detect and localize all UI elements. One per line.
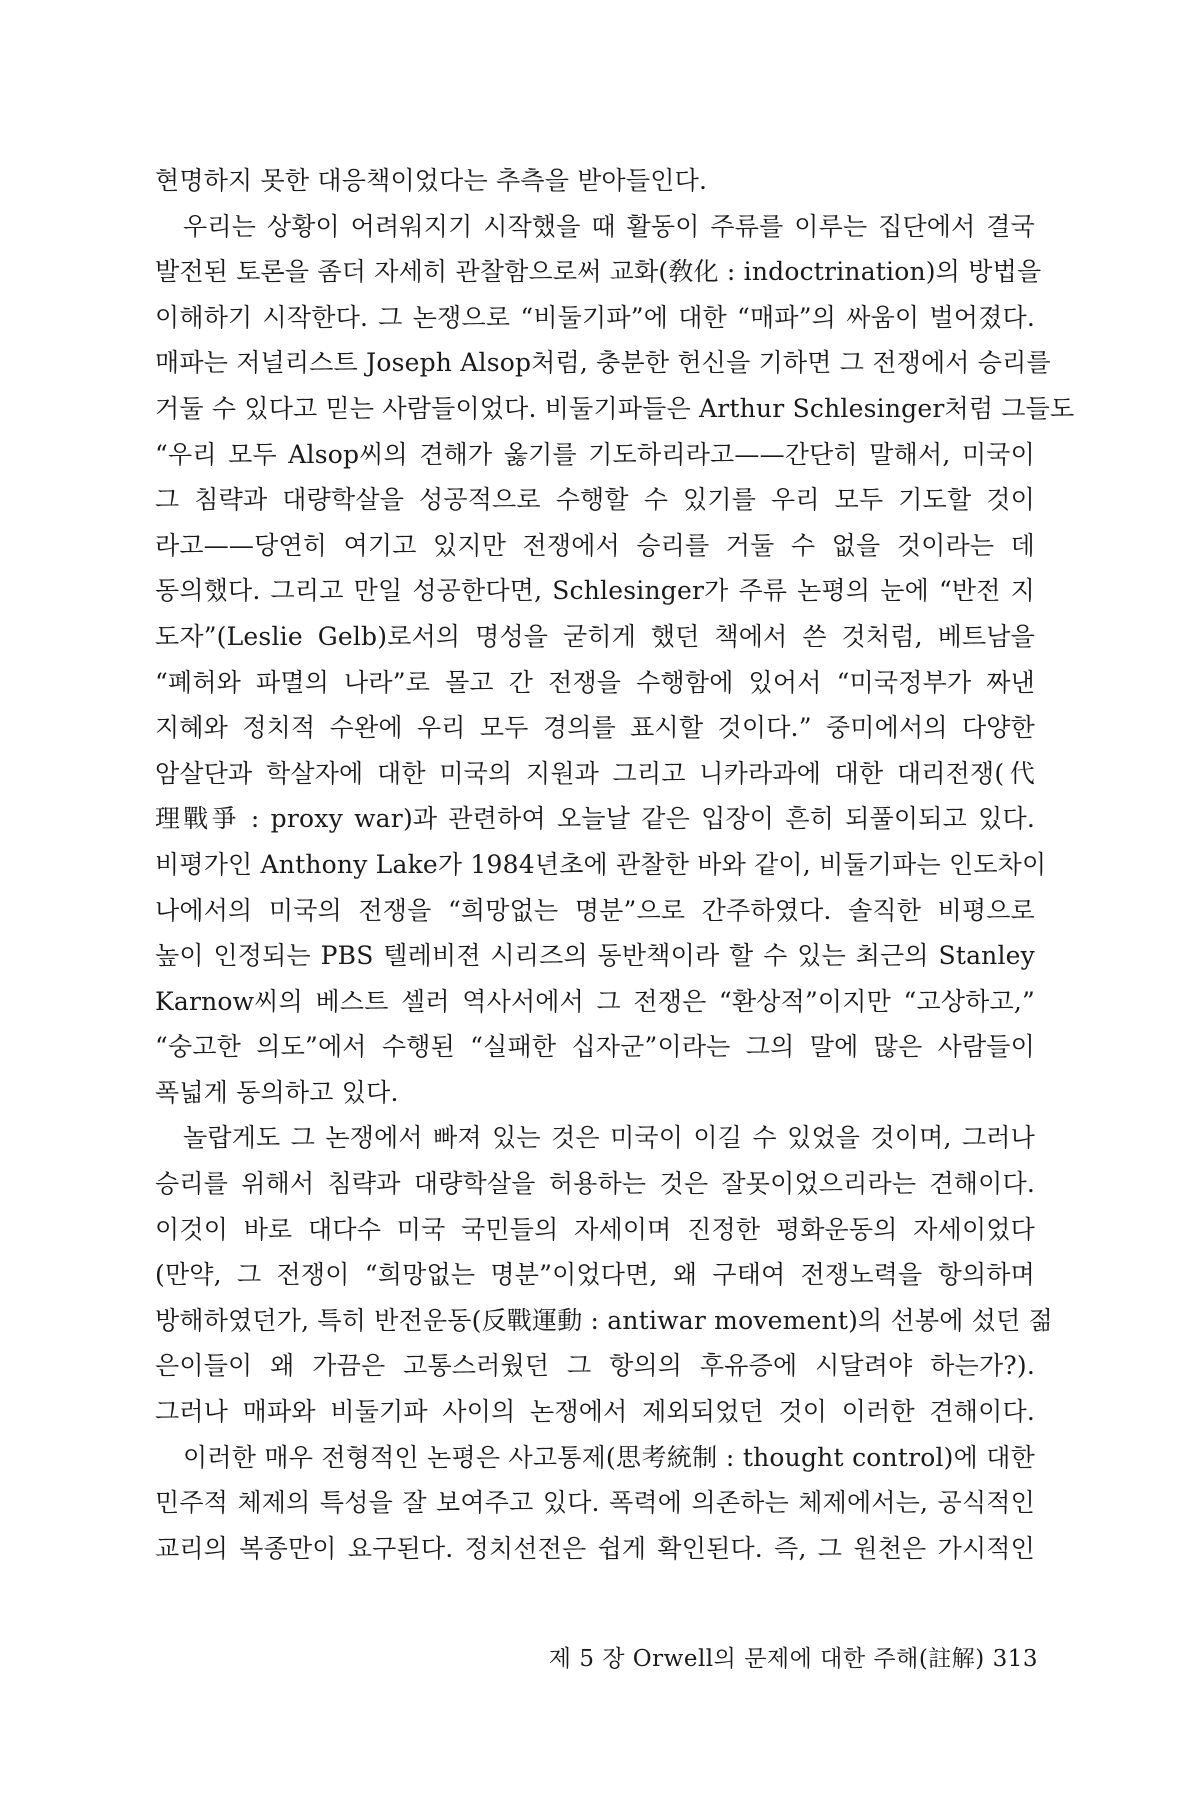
text-line: 동의했다. 그리고 만일 성공한다면, Schlesinger가 주류 논평의 눈에 “반전 지 [155, 576, 1035, 606]
text-line: 암살단과 학살자에 대한 미국의 지원과 그리고 니카라과에 대한 대리전쟁(代 [155, 758, 1035, 788]
text-line: Karnow씨의 베스트 셀러 역사서에서 그 전쟁은 “환상적”이지만 “고상하고,” [155, 986, 1035, 1016]
text-line: 놀랍게도 그 논쟁에서 빠져 있는 것은 미국이 이길 수 있었을 것이며, 그러나 [183, 1123, 1035, 1153]
text-line: “폐허와 파멸의 나라”로 몰고 간 전쟁을 수행함에 있어서 “미국정부가 짜낸 [155, 667, 1035, 697]
text-line: (만약, 그 전쟁이 “희망없는 명분”이었다면, 왜 구태여 전쟁노력을 항의하며 [155, 1260, 1035, 1290]
text-line: 발전된 토론을 좀더 자세히 관찰함으로써 교화(敎化 : indoctrination)의 방법을 [155, 257, 1042, 287]
text-line: 거둘 수 있다고 믿는 사람들이었다. 비둘기파들은 Arthur Schlesinger처럼 그들도 [155, 393, 1075, 423]
text-line: 비평가인 Anthony Lake가 1984년초에 관찰한 바와 같이, 비둘기파는 인도차이 [155, 849, 1047, 879]
text-line: 민주적 체제의 특성을 잘 보여주고 있다. 폭력에 의존하는 체제에서는, 공식적인 [155, 1488, 1035, 1518]
text-line: 매파는 저널리스트 Joseph Alsop처럼, 충분한 헌신을 기하면 그 전쟁에서 승리를 [155, 348, 1051, 378]
text-line: 방해하였던가, 특히 반전운동(反戰運動 : antiwar movement)의 선봉에 섰던 젊 [155, 1305, 1053, 1335]
text-line: 높이 인정되는 PBS 텔레비젼 시리즈의 동반책이라 할 수 있는 최근의 Stanley [155, 941, 1035, 971]
text-line: 지혜와 정치적 수완에 우리 모두 경의를 표시할 것이다.” 중미에서의 다양한 [155, 713, 1035, 743]
text-line: “우리 모두 Alsop씨의 견해가 옳기를 기도하리라고——간단히 말해서, 미국이 [155, 439, 1035, 469]
text-line: 교리의 복종만이 요구된다. 정치선전은 쉽게 확인된다. 즉, 그 원천은 가시적인 [155, 1533, 1035, 1563]
text-line: 이해하기 시작한다. 그 논쟁으로 “비둘기파”에 대한 “매파”의 싸움이 벌어졌다. [155, 302, 1035, 332]
text-line: 은이들이 왜 가끔은 고통스러웠던 그 항의의 후유증에 시달려야 하는가?). [155, 1351, 1035, 1381]
text-line: 폭넓게 동의하고 있다. [155, 1077, 399, 1107]
running-footer: 제 5 장 Orwell의 문제에 대한 주해(註解) 313 [548, 1646, 1038, 1672]
page-body [155, 158, 1075, 1571]
text-line: 그 침략과 대량학살을 성공적으로 수행할 수 있기를 우리 모두 기도할 것이 [155, 485, 1035, 515]
text-line: 라고——당연히 여기고 있지만 전쟁에서 승리를 거둘 수 없을 것이라는 데 [155, 530, 1035, 560]
text-line: 우리는 상황이 어려워지기 시작했을 때 활동이 주류를 이루는 집단에서 결국 [183, 211, 1035, 241]
text-line: 도자”(Leslie Gelb)로서의 명성을 굳히게 했던 책에서 쓴 것처럼, 베트남을 [155, 621, 1035, 651]
text-line: 理戰爭 : proxy war)과 관련하여 오늘날 같은 입장이 흔히 되풀이되고 있다. [155, 804, 1035, 834]
text-line: 나에서의 미국의 전쟁을 “희망없는 명분”으로 간주하였다. 솔직한 비평으로 [155, 895, 1035, 925]
text-line: 현명하지 못한 대응책이었다는 추측을 받아들인다. [155, 166, 708, 195]
text-line: “숭고한 의도”에서 수행된 “실패한 십자군”이라는 그의 말에 많은 사람들이 [155, 1032, 1035, 1062]
text-line: 이것이 바로 대다수 미국 국민들의 자세이며 진정한 평화운동의 자세이었다 [155, 1214, 1035, 1244]
text-line: 이러한 매우 전형적인 논평은 사고통제(思考統制 : thought control)에 대한 [183, 1442, 1035, 1472]
text-line: 승리를 위해서 침략과 대량학살을 허용하는 것은 잘못이었으리라는 견해이다. [155, 1169, 1035, 1199]
text-line: 그러나 매파와 비둘기파 사이의 논쟁에서 제외되었던 것이 이러한 견해이다. [155, 1397, 1035, 1427]
